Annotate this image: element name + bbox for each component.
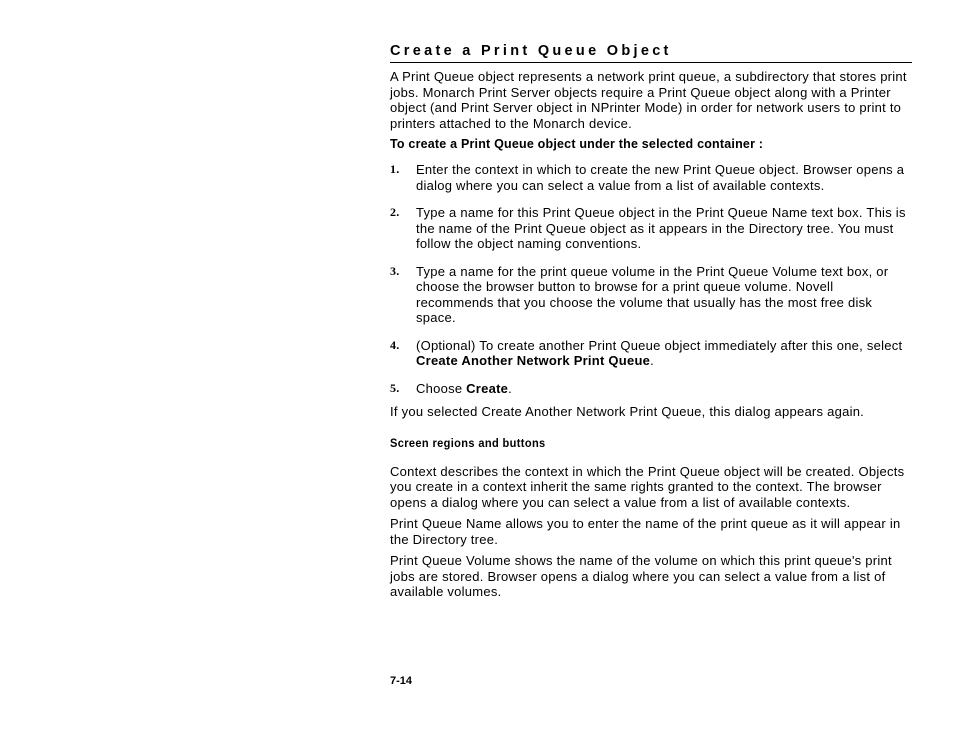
step-number: 1. (390, 162, 400, 176)
step-text-start: (Optional) To create another Print Queue object immediately after this one, select (416, 337, 903, 353)
page-number: 7-14 (390, 675, 413, 687)
step-text (416, 381, 912, 397)
step-text: Type a name for this Print Queue object in the Print Queue Name text box. This is the name of the Print Queue object as it appears in the Directory tree. You must follow the object naming conventions. (416, 205, 906, 251)
step-number: 3. (390, 263, 400, 278)
step-text: Enter the context in which to create the new Print Queue object. Browser opens a dialog where you can select a value from a list of available contexts. (416, 162, 905, 193)
step-text-start: Choose (416, 380, 467, 396)
step-number: 5. (390, 380, 400, 395)
document-content (390, 42, 912, 600)
procedure-heading: To create a Print Queue object under the selected container : (390, 137, 764, 151)
context-description: Context describes the context in which the Print Queue object will be created. Objects you create in a context inherit the same rights granted to the context. The browser opens a dialog where you can select a value from a list of available contexts. (390, 463, 905, 510)
step-item (390, 205, 912, 252)
after-steps-note: If you selected Create Another Network Print Queue, this dialog appears again. (390, 404, 865, 419)
step-item (390, 162, 912, 193)
step-item (390, 381, 912, 397)
step-text-end: . (508, 380, 513, 396)
procedure-steps (390, 162, 912, 396)
step-text-end: . (650, 353, 654, 368)
queue-volume-description: Print Queue Volume shows the name of the volume on which this print queue's print jobs are stored. Browser opens a dialog where you can select a value from a list of available volumes. (390, 553, 892, 599)
step-text (416, 338, 912, 369)
subsection-heading: Screen regions and buttons (390, 435, 546, 450)
queue-name-description: Print Queue Name allows you to enter the name of the print queue as it will appear in the Directory tree. (390, 516, 901, 547)
step-number: 4. (390, 337, 400, 352)
section-title: Create a Print Queue Object (390, 42, 912, 63)
step-item (390, 264, 912, 326)
step-number: 2. (390, 205, 400, 219)
step-item (390, 338, 912, 369)
button-name: Create (466, 380, 509, 396)
step-text: Type a name for the print queue volume in the Print Queue Volume text box, or choose the browser button to browse for a print queue volume. Novell recommends that you choose the volume that usually has the most free disk space. (416, 263, 889, 325)
intro-paragraph: A Print Queue object represents a network print queue, a subdirectory that stores print jobs. Monarch Print Server objects require a Print Queue object along with a Printer object (and Print Server object in NPrinter Mode) in order for network users to print to printers attached to the Monarch device. (390, 69, 907, 131)
option-name: Create Another Network Print Queue (416, 353, 651, 368)
